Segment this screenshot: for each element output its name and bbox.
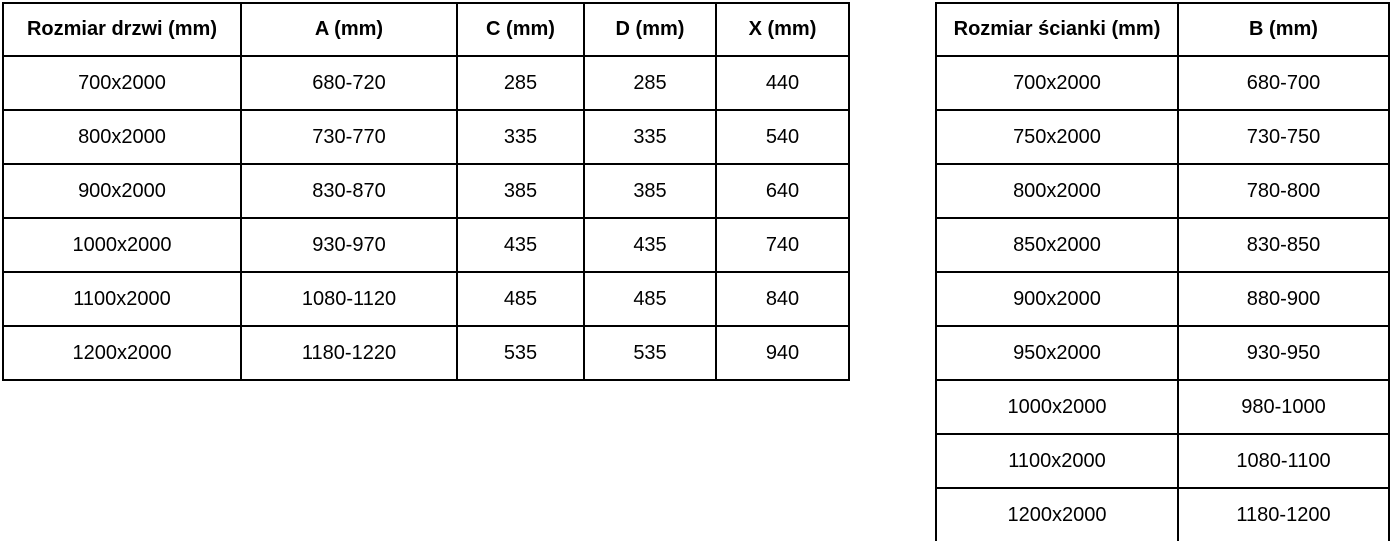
table-cell: 1200x2000 — [3, 326, 241, 380]
table-row — [936, 380, 1389, 434]
table-cell: 1080-1100 — [1178, 434, 1389, 488]
table-cell: 535 — [584, 326, 716, 380]
table-cell: 930-970 — [241, 218, 457, 272]
table-cell: 730-770 — [241, 110, 457, 164]
table-cell: 1180-1220 — [241, 326, 457, 380]
table-row — [3, 56, 849, 110]
table-row — [3, 272, 849, 326]
table-cell: 850x2000 — [936, 218, 1178, 272]
table-cell: 1000x2000 — [936, 380, 1178, 434]
table-row — [3, 326, 849, 380]
column-header-c: C (mm) — [457, 3, 584, 56]
table-cell: 900x2000 — [3, 164, 241, 218]
table-cell: 800x2000 — [936, 164, 1178, 218]
table-cell: 940 — [716, 326, 849, 380]
doors-header-row — [3, 3, 849, 56]
table-cell: 540 — [716, 110, 849, 164]
table-cell: 780-800 — [1178, 164, 1389, 218]
table-cell: 285 — [457, 56, 584, 110]
table-cell: 335 — [457, 110, 584, 164]
table-cell: 435 — [584, 218, 716, 272]
table-cell: 1200x2000 — [936, 488, 1178, 541]
table-cell: 640 — [716, 164, 849, 218]
table-cell: 980-1000 — [1178, 380, 1389, 434]
table-row — [936, 272, 1389, 326]
table-cell: 730-750 — [1178, 110, 1389, 164]
table-cell: 435 — [457, 218, 584, 272]
column-header-wall-size: Rozmiar ścianki (mm) — [936, 3, 1178, 56]
table-row — [936, 110, 1389, 164]
table-cell: 930-950 — [1178, 326, 1389, 380]
doors-size-table — [2, 2, 850, 381]
table-cell: 1000x2000 — [3, 218, 241, 272]
table-cell: 335 — [584, 110, 716, 164]
table-cell: 285 — [584, 56, 716, 110]
table-cell: 1080-1120 — [241, 272, 457, 326]
table-row — [936, 488, 1389, 541]
table-row — [936, 326, 1389, 380]
table-cell: 385 — [457, 164, 584, 218]
column-header-x: X (mm) — [716, 3, 849, 56]
table-cell: 800x2000 — [3, 110, 241, 164]
table-cell: 950x2000 — [936, 326, 1178, 380]
table-cell: 535 — [457, 326, 584, 380]
table-cell: 830-870 — [241, 164, 457, 218]
column-header-d: D (mm) — [584, 3, 716, 56]
table-cell: 1100x2000 — [936, 434, 1178, 488]
table-cell: 485 — [584, 272, 716, 326]
table-cell: 680-700 — [1178, 56, 1389, 110]
table-cell: 485 — [457, 272, 584, 326]
table-cell: 740 — [716, 218, 849, 272]
table-cell: 840 — [716, 272, 849, 326]
table-cell: 680-720 — [241, 56, 457, 110]
table-cell: 700x2000 — [936, 56, 1178, 110]
walls-size-table — [935, 2, 1390, 541]
table-row — [936, 434, 1389, 488]
table-cell: 1180-1200 — [1178, 488, 1389, 541]
column-header-door-size: Rozmiar drzwi (mm) — [3, 3, 241, 56]
table-row — [3, 218, 849, 272]
table-cell: 440 — [716, 56, 849, 110]
walls-header-row — [936, 3, 1389, 56]
table-cell: 385 — [584, 164, 716, 218]
table-row — [936, 218, 1389, 272]
column-header-a: A (mm) — [241, 3, 457, 56]
table-cell: 880-900 — [1178, 272, 1389, 326]
table-row — [3, 110, 849, 164]
table-cell: 830-850 — [1178, 218, 1389, 272]
table-row — [936, 56, 1389, 110]
table-row — [936, 164, 1389, 218]
table-cell: 750x2000 — [936, 110, 1178, 164]
table-row — [3, 164, 849, 218]
table-cell: 700x2000 — [3, 56, 241, 110]
table-cell: 900x2000 — [936, 272, 1178, 326]
column-header-b: B (mm) — [1178, 3, 1389, 56]
table-cell: 1100x2000 — [3, 272, 241, 326]
